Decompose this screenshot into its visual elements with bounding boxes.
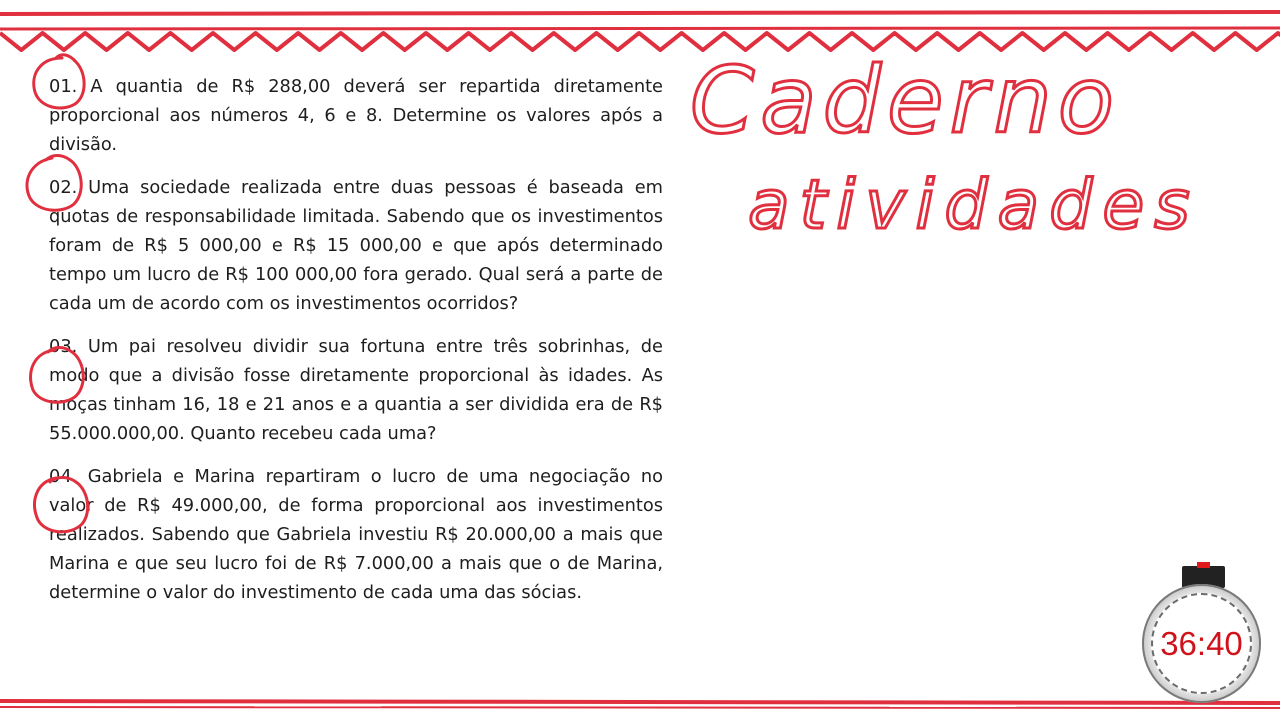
stopwatch-bezel	[1142, 584, 1261, 703]
question-number: 02.	[49, 177, 78, 198]
question-number: 03.	[49, 336, 78, 357]
question-text: Uma sociedade realizada entre duas pessoas é baseada em quotas de responsabilidade limitada. Sabendo que os investimentos foram de R$ 5 000,00 e R$ 15 000,00 e que após determinado tempo um lucro de R$ 100 000,00 fora gerado. Qual será a parte de cada um de acordo com os investimentos ocorridos?	[49, 177, 663, 314]
handwritten-caderno: Caderno	[690, 47, 1121, 154]
handwritten-atividades: atividades	[748, 166, 1200, 245]
question-text: Gabriela e Marina repartiram o lucro de uma negociação no valor de R$ 49.000,00, de forma proporcional aos investimentos realizados. Sabendo que Gabriela investiu R$ 20.000,00 a mais que Marina e que seu lucro foi de R$ 7.000,00 a mais que o de Marina, determine o valor do investimento de cada uma das sócias.	[49, 466, 664, 603]
timer-display: 36:40	[1160, 625, 1243, 662]
question-number: 04.	[49, 466, 78, 487]
circle-annotation-02	[27, 156, 81, 211]
question-text: A quantia de R$ 288,00 deverá ser repartida diretamente proporcional aos números 4, 6 e 8. Determine os valores após a divisão.	[49, 76, 663, 155]
question-number: 01.	[49, 76, 78, 97]
circle-annotation-01	[34, 55, 84, 108]
question-text: Um pai resolveu dividir sua fortuna entre três sobrinhas, de modo que a divisão fosse diretamente proporcional às idades. As moças tinham 16, 18 e 21 anos e a quantia a ser dividida era de R$ 55.000.000,00. Quanto recebeu cada uma?	[49, 336, 663, 444]
stopwatch-timer	[1141, 562, 1266, 707]
stopwatch-button-icon	[1197, 562, 1210, 568]
circle-annotation-03	[31, 348, 84, 403]
circle-annotation-04	[35, 478, 88, 532]
bottom-border	[0, 695, 1280, 715]
handwritten-title	[680, 30, 1240, 250]
